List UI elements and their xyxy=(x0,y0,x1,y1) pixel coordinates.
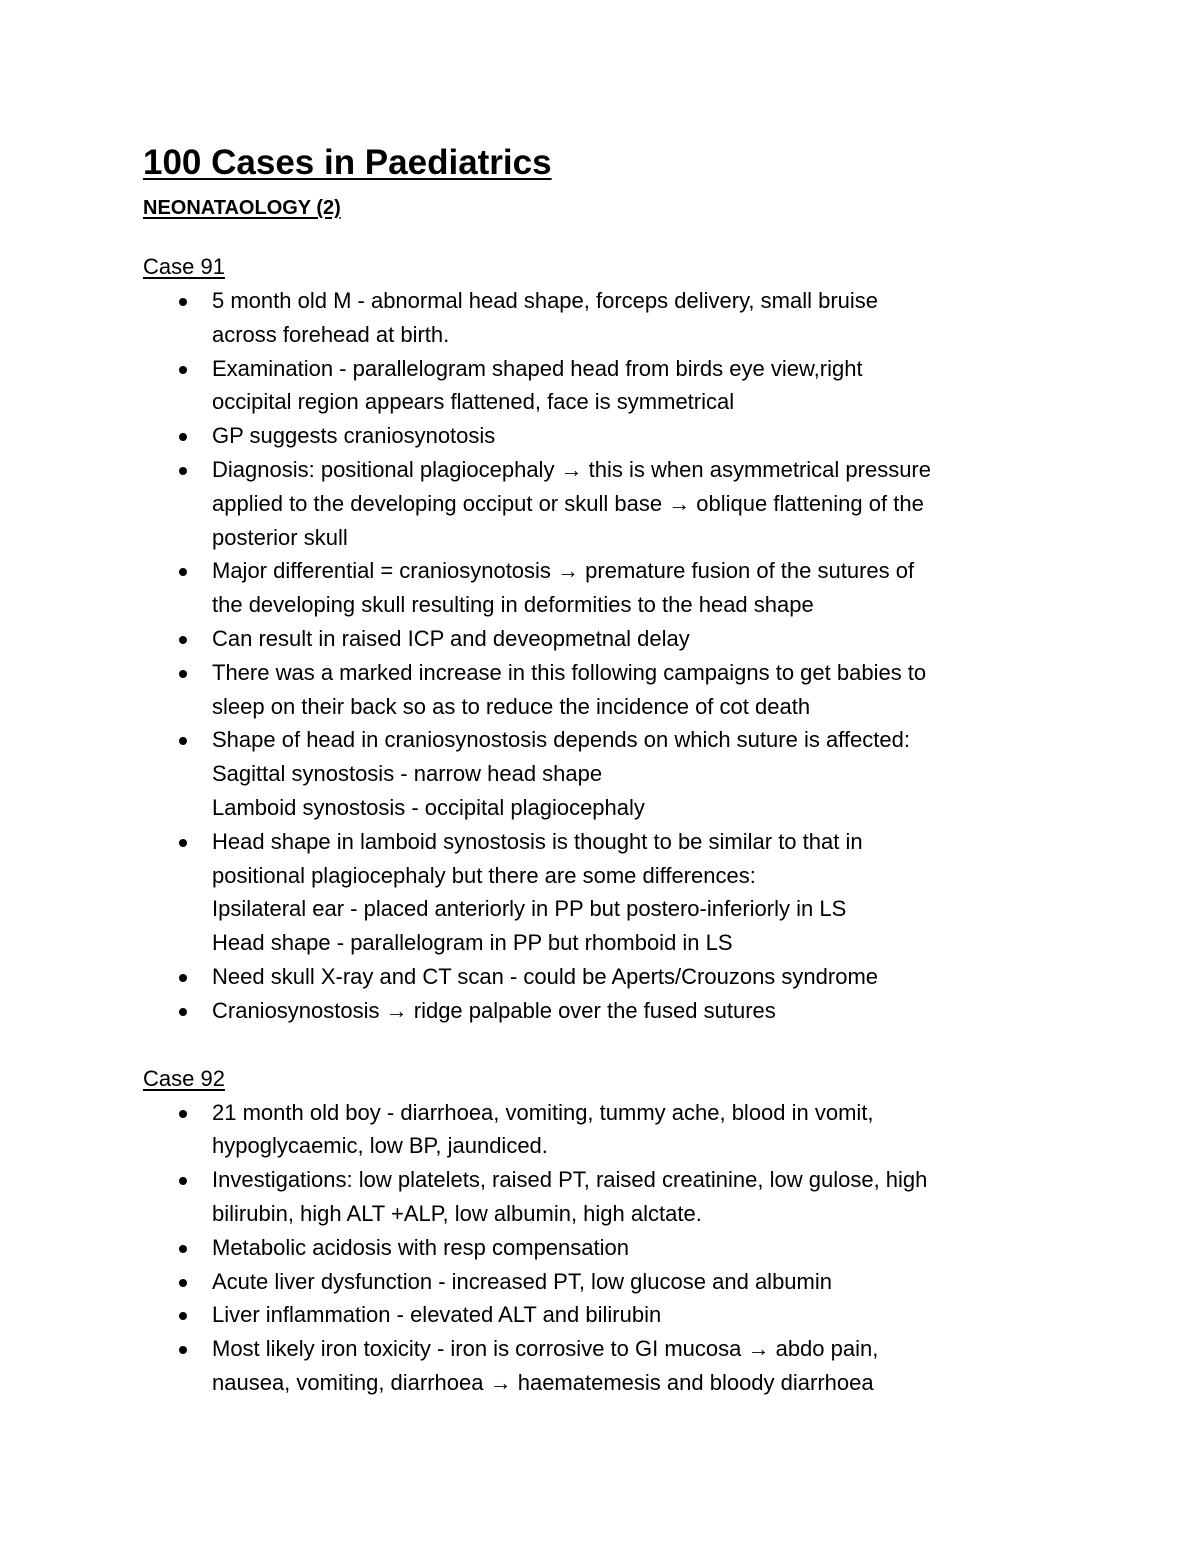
list-item-text: Head shape in lamboid synostosis is thought to be similar to that in xyxy=(212,828,863,854)
list-item-text: Most likely iron toxicity - iron is corrosive to GI mucosa → abdo pain, xyxy=(212,1336,879,1362)
list-item-text: posterior skull xyxy=(212,524,348,550)
case-block xyxy=(143,1062,1063,1400)
list-item xyxy=(143,1096,1063,1164)
case-block xyxy=(143,250,1063,1028)
list-item-text: across forehead at birth. xyxy=(212,321,450,347)
list-item xyxy=(143,1265,1063,1299)
list-item xyxy=(143,284,1063,352)
bullet-icon xyxy=(179,433,187,441)
list-item xyxy=(143,1332,1063,1400)
bullet-icon xyxy=(179,1312,187,1320)
list-item-text: the developing skull resulting in deformities to the head shape xyxy=(212,592,814,618)
case-heading: Case 92 xyxy=(143,1065,225,1091)
list-item-text: Examination - parallelogram shaped head from birds eye view,right xyxy=(212,355,863,381)
section-heading: NEONATAOLOGY (2) xyxy=(143,197,341,219)
list-item-text: Major differential = craniosynotosis → premature fusion of the sutures of xyxy=(212,558,915,584)
cases-container xyxy=(143,250,1063,1400)
bullet-icon xyxy=(179,1245,187,1253)
list-item-text: Diagnosis: positional plagiocephaly → this is when asymmetrical pressure xyxy=(212,456,931,482)
bullet-icon xyxy=(179,636,187,644)
list-item-text: There was a marked increase in this following campaigns to get babies to xyxy=(212,659,927,685)
bullet-icon xyxy=(179,467,187,475)
list-item xyxy=(143,554,1063,622)
list-item-text: Metabolic acidosis with resp compensation xyxy=(212,1234,629,1260)
list-item-text: Need skull X-ray and CT scan - could be Aperts/Crouzons syndrome xyxy=(212,963,879,989)
bullet-icon xyxy=(179,839,187,847)
bullet-icon xyxy=(179,1279,187,1287)
case-heading: Case 91 xyxy=(143,254,225,279)
list-item-text: nausea, vomiting, diarrhoea → haematemesis and bloody diarrhoea xyxy=(212,1369,874,1395)
list-item xyxy=(143,994,1063,1028)
list-item-text: Craniosynostosis → ridge palpable over the fused sutures xyxy=(212,997,776,1023)
bullet-list xyxy=(143,284,1063,1028)
list-item-text: applied to the developing occiput or skull base → oblique flattening of the xyxy=(212,490,924,516)
list-item-text: 5 month old M - abnormal head shape, forceps delivery, small bruise xyxy=(212,288,879,313)
list-item-text: Can result in raised ICP and deveopmetnal delay xyxy=(212,625,690,651)
list-item xyxy=(143,1231,1063,1265)
list-item-text: Head shape - parallelogram in PP but rhomboid in LS xyxy=(212,930,733,956)
bullet-icon xyxy=(179,737,187,745)
bullet-icon xyxy=(179,1110,187,1118)
list-item xyxy=(143,1298,1063,1332)
list-item-text: Shape of head in craniosynostosis depends on which suture is affected: xyxy=(212,727,910,753)
bullet-list xyxy=(143,1096,1063,1400)
list-item xyxy=(143,453,1063,554)
bullet-icon xyxy=(179,670,187,678)
list-item-text: occipital region appears flattened, face is symmetrical xyxy=(212,389,735,415)
list-item xyxy=(143,622,1063,656)
list-item-text: positional plagiocephaly but there are some differences: xyxy=(212,862,756,888)
list-item-text: 21 month old boy - diarrhoea, vomiting, tummy ache, blood in vomit, xyxy=(212,1099,874,1125)
bullet-icon xyxy=(179,1008,187,1016)
bullet-icon xyxy=(179,366,187,374)
list-item-text: Sagittal synostosis - narrow head shape xyxy=(212,761,603,787)
list-item-text: Acute liver dysfunction - increased PT, low glucose and albumin xyxy=(212,1268,832,1294)
list-item xyxy=(143,656,1063,724)
list-item xyxy=(143,1163,1063,1231)
bullet-icon xyxy=(179,568,187,576)
list-item-text: Lamboid synostosis - occipital plagiocephaly xyxy=(212,794,645,820)
document-page xyxy=(143,138,1063,1400)
list-item-text: sleep on their back so as to reduce the incidence of cot death xyxy=(212,693,811,719)
bullet-icon xyxy=(179,1346,187,1354)
document-title: 100 Cases in Paediatrics xyxy=(143,143,552,182)
list-item-text: Investigations: low platelets, raised PT, raised creatinine, low gulose, high xyxy=(212,1167,928,1193)
list-item xyxy=(143,723,1063,824)
list-item xyxy=(143,352,1063,420)
list-item xyxy=(143,825,1063,960)
list-item-text: GP suggests craniosynotosis xyxy=(212,423,496,449)
bullet-icon xyxy=(179,298,187,306)
bullet-icon xyxy=(179,1177,187,1185)
list-item-text: bilirubin, high ALT +ALP, low albumin, high alctate. xyxy=(212,1200,702,1226)
bullet-icon xyxy=(179,974,187,982)
list-item xyxy=(143,960,1063,994)
list-item-text: hypoglycaemic, low BP, jaundiced. xyxy=(212,1133,548,1159)
list-item-text: Liver inflammation - elevated ALT and bilirubin xyxy=(212,1302,662,1328)
list-item-text: Ipsilateral ear - placed anteriorly in PP but postero-inferiorly in LS xyxy=(212,896,847,922)
list-item xyxy=(143,419,1063,453)
